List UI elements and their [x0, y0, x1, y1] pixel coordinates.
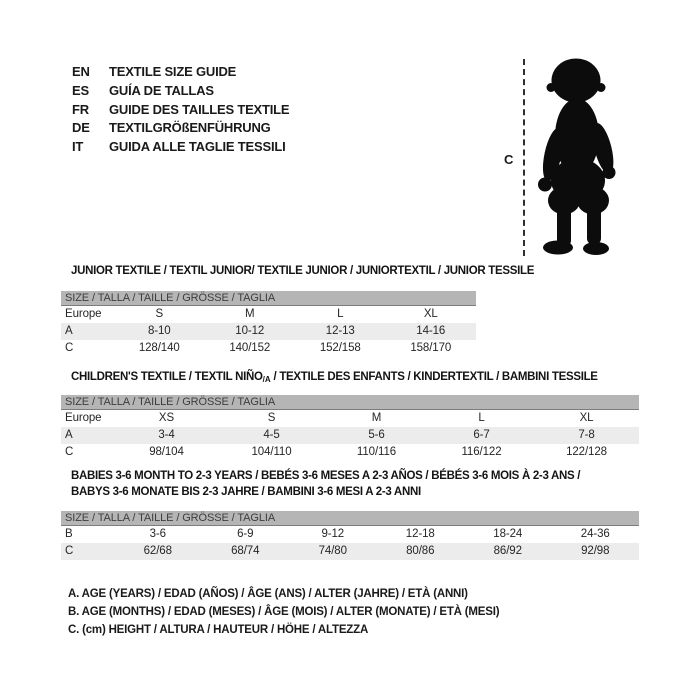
- language-row-es: [72, 82, 289, 101]
- age-cell: 5-6: [368, 429, 385, 441]
- language-code: ES: [72, 82, 89, 98]
- footnote-b: B. AGE (MONTHS) / EDAD (MESES) / ÂGE (MOIS) / ALTER (MONATE) / ETÀ (MESI): [68, 606, 500, 618]
- age-cell: 9-12: [321, 528, 345, 540]
- children-table-title: [71, 371, 598, 384]
- height-cell: 80/86: [406, 545, 435, 557]
- table-row-height: [61, 340, 476, 357]
- height-cell: 74/80: [318, 545, 347, 557]
- table-row-age-months: [61, 526, 639, 543]
- height-measure-label: C: [504, 152, 514, 167]
- age-cell: 7-8: [578, 429, 595, 441]
- language-row-fr: [72, 101, 289, 120]
- height-cell: 86/92: [493, 545, 522, 557]
- height-dashed-line: [523, 59, 525, 256]
- junior-size-header-bar: SIZE / TALLA / TAILLE / GRÖSSE / TAGLIA: [61, 291, 476, 306]
- language-label: TEXTILGRÖßENFÜHRUNG: [109, 120, 271, 136]
- junior-table: [61, 291, 476, 357]
- language-label: GUIDA ALLE TAGLIE TESSILI: [109, 139, 286, 155]
- row-label: C: [65, 545, 74, 557]
- height-cell: 122/128: [566, 446, 607, 458]
- language-code: IT: [72, 139, 84, 155]
- babies-size-header-bar: SIZE / TALLA / TAILLE / GRÖSSE / TAGLIA: [61, 511, 639, 526]
- height-cell: 110/116: [356, 446, 397, 458]
- children-title-suffix: / TEXTILE DES ENFANTS / KINDERTEXTIL / BAMBINI TESSILE: [270, 371, 598, 383]
- language-label: GUIDE DES TAILLES TEXTILE: [109, 101, 290, 117]
- language-row-en: [72, 63, 289, 82]
- height-cell: 152/158: [319, 342, 361, 354]
- table-row-height: [61, 444, 639, 461]
- junior-table-title: JUNIOR TEXTILE / TEXTIL JUNIOR/ TEXTILE JUNIOR / JUNIORTEXTIL / JUNIOR TESSILE: [71, 265, 535, 277]
- age-cell: 18-24: [493, 528, 523, 540]
- table-row-europe: [61, 410, 639, 427]
- age-cell: 12-13: [325, 325, 355, 337]
- height-cell: 140/152: [229, 342, 271, 354]
- row-label: C: [65, 446, 74, 458]
- language-row-de: [72, 119, 289, 138]
- size-cell: XL: [579, 412, 594, 424]
- language-list: [72, 63, 289, 157]
- height-cell: 62/68: [143, 545, 172, 557]
- row-label: Europe: [65, 308, 102, 320]
- language-code: FR: [72, 101, 89, 117]
- language-code: DE: [72, 120, 90, 136]
- row-label: A: [65, 325, 73, 337]
- height-cell: 68/74: [231, 545, 260, 557]
- height-cell: 116/122: [461, 446, 502, 458]
- row-label: C: [65, 342, 74, 354]
- toddler-silhouette-image: [531, 56, 629, 257]
- age-cell: 6-9: [237, 528, 254, 540]
- size-cell: L: [478, 412, 485, 424]
- height-cell: 158/170: [410, 342, 452, 354]
- size-cell: M: [371, 412, 382, 424]
- height-cell: 104/110: [251, 446, 292, 458]
- babies-table-title: [71, 468, 580, 500]
- height-cell: 92/98: [581, 545, 610, 557]
- age-cell: 14-16: [416, 325, 446, 337]
- language-row-it: [72, 138, 289, 157]
- footnote-c: C. (cm) HEIGHT / ALTURA / HAUTEUR / HÖHE / ALTEZZA: [68, 624, 369, 636]
- language-label: TEXTILE SIZE GUIDE: [109, 64, 237, 79]
- children-title-prefix: CHILDREN'S TEXTILE / TEXTIL NIÑO: [71, 371, 263, 383]
- age-cell: 24-36: [580, 528, 610, 540]
- age-cell: 8-10: [147, 325, 171, 337]
- children-size-header-bar: SIZE / TALLA / TAILLE / GRÖSSE / TAGLIA: [61, 395, 639, 410]
- footnotes: [68, 585, 499, 639]
- table-row-age: [61, 427, 639, 444]
- height-cell: 98/104: [149, 446, 184, 458]
- table-row-height: [61, 543, 639, 560]
- babies-table: [61, 511, 639, 560]
- age-cell: 4-5: [263, 429, 280, 441]
- children-table: [61, 395, 639, 461]
- size-cell: XS: [158, 412, 175, 424]
- size-cell: L: [337, 308, 344, 320]
- size-cell: S: [155, 308, 164, 320]
- row-label: B: [65, 528, 73, 540]
- size-cell: XL: [423, 308, 438, 320]
- table-row-age: [61, 323, 476, 340]
- babies-title-line1: BABIES 3-6 MONTH TO 2-3 YEARS / BEBÉS 3-6 MESES A 2-3 AÑOS / BÉBÉS 3-6 MOIS À 2-3 ANS /: [71, 470, 581, 482]
- row-label: A: [65, 429, 73, 441]
- table-row-europe: [61, 306, 476, 323]
- age-cell: 10-12: [235, 325, 265, 337]
- size-cell: M: [245, 308, 255, 320]
- babies-title-line2: BABYS 3-6 MONATE BIS 2-3 JAHRE / BAMBINI 3-6 MESI A 2-3 ANNI: [71, 486, 421, 498]
- size-cell: S: [267, 412, 276, 424]
- language-label: GUÍA DE TALLAS: [109, 82, 214, 98]
- row-label: Europe: [65, 412, 102, 424]
- footnote-a: A. AGE (YEARS) / EDAD (AÑOS) / ÂGE (ANS) / ALTER (JAHRE) / ETÀ (ANNI): [68, 588, 468, 600]
- age-cell: 12-18: [405, 528, 435, 540]
- height-cell: 128/140: [138, 342, 180, 354]
- age-cell: 6-7: [473, 429, 490, 441]
- age-cell: 3-6: [149, 528, 166, 540]
- language-code: EN: [72, 64, 90, 79]
- age-cell: 3-4: [158, 429, 175, 441]
- children-title-subscript: /A: [262, 375, 271, 384]
